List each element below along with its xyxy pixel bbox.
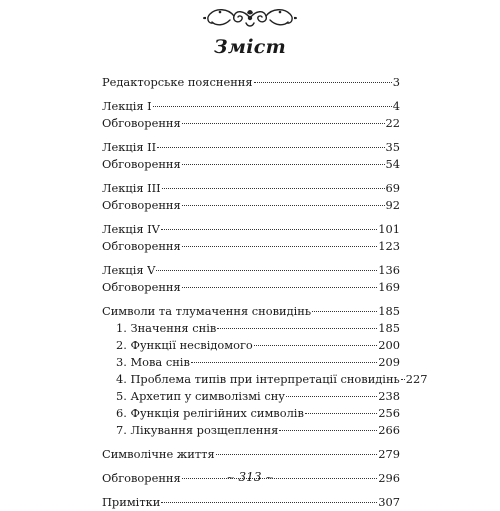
dot-leader: [157, 147, 384, 148]
toc-page-number: 296: [378, 471, 400, 485]
toc-entry-title: Символічне життя: [102, 447, 215, 461]
dot-leader: [254, 345, 377, 346]
toc-page-number: 22: [385, 116, 400, 130]
toc-page-number: 123: [378, 239, 400, 253]
toc-page-number: 169: [378, 280, 400, 294]
table-of-contents: [102, 74, 428, 511]
dot-leader: [286, 396, 377, 397]
toc-page-number: 69: [385, 181, 400, 195]
toc-entry[interactable]: [102, 180, 400, 197]
toc-subentry[interactable]: [102, 320, 400, 337]
toc-entry-title: Обговорення: [102, 239, 181, 253]
toc-entry-title: 6. Функція релігійних символів: [116, 406, 304, 420]
floral-flourish-icon: [200, 4, 300, 32]
toc-entry-title: Лекція III: [102, 181, 161, 195]
dot-leader: [254, 82, 392, 83]
toc-subentry[interactable]: [102, 354, 400, 371]
toc-entry-title: Обговорення: [102, 471, 181, 485]
toc-entry-title: Символи та тлумачення сновидінь: [102, 304, 312, 318]
toc-entry-title: 3. Мова снів: [116, 355, 190, 369]
toc-entry[interactable]: [102, 74, 400, 91]
toc-page-number: 266: [378, 423, 400, 437]
page-number: 313: [238, 470, 262, 484]
toc-subentry[interactable]: [102, 422, 400, 439]
toc-page-number: 227: [405, 372, 428, 386]
dot-leader: [182, 205, 385, 206]
toc-page-number: 35: [385, 140, 400, 154]
dot-leader: [182, 287, 378, 288]
toc-subentry[interactable]: [102, 337, 400, 354]
toc-entry-title: Лекція V: [102, 263, 156, 277]
toc-page-number: 209: [378, 355, 400, 369]
dot-leader: [161, 229, 377, 230]
dot-leader: [191, 362, 377, 363]
toc-entry-title: 7. Лікування розщеплення: [116, 423, 279, 437]
dot-leader: [217, 328, 377, 329]
toc-page-number: 279: [378, 447, 400, 461]
dot-leader: [182, 246, 378, 247]
toc-entry[interactable]: [102, 221, 400, 238]
toc-entry[interactable]: [102, 494, 400, 511]
toc-entry-title: Примітки: [102, 495, 161, 509]
toc-entry[interactable]: [102, 98, 400, 115]
toc-entry[interactable]: [102, 303, 400, 320]
toc-page-number: 185: [378, 321, 400, 335]
toc-page-number: 307: [378, 495, 400, 509]
dot-leader: [312, 311, 377, 312]
dot-leader: [401, 379, 405, 380]
toc-page-number: 101: [378, 222, 400, 236]
toc-page-number: 4: [392, 99, 400, 113]
toc-entry-title: 2. Функції несвідомого: [116, 338, 253, 352]
dot-leader: [305, 413, 377, 414]
toc-entry-title: 4. Проблема типів при інтерпретації сновидінь: [116, 372, 400, 386]
dot-leader: [162, 188, 385, 189]
dot-leader: [161, 502, 377, 503]
toc-subentry[interactable]: [102, 371, 428, 388]
toc-subentry[interactable]: [102, 388, 400, 405]
toc-page-number: 185: [378, 304, 400, 318]
footer-right-flourish: ~: [265, 473, 274, 484]
toc-entry-title: Лекція I: [102, 99, 152, 113]
dot-leader: [182, 123, 385, 124]
toc-page-number: 54: [385, 157, 400, 171]
toc-entry-title: Лекція IV: [102, 222, 160, 236]
page-footer: [0, 470, 500, 484]
toc-entry[interactable]: [102, 197, 400, 214]
toc-entry[interactable]: [102, 279, 400, 296]
toc-page-number: 3: [392, 75, 400, 89]
footer-left-flourish: ~: [226, 473, 235, 484]
toc-entry[interactable]: [102, 446, 400, 463]
dot-leader: [216, 454, 378, 455]
toc-entry-title: Обговорення: [102, 116, 181, 130]
toc-entry-title: Обговорення: [102, 157, 181, 171]
toc-page-number: 92: [385, 198, 400, 212]
dot-leader: [156, 270, 377, 271]
toc-entry[interactable]: [102, 139, 400, 156]
toc-subentry[interactable]: [102, 405, 400, 422]
page-title: Зміст: [213, 36, 287, 58]
toc-entry[interactable]: [102, 262, 400, 279]
toc-page-number: 238: [378, 389, 400, 403]
toc-page-number: 136: [378, 263, 400, 277]
dot-leader: [279, 430, 377, 431]
toc-entry-title: Обговорення: [102, 280, 181, 294]
toc-entry-title: Обговорення: [102, 198, 181, 212]
dot-leader: [182, 164, 385, 165]
toc-entry[interactable]: [102, 238, 400, 255]
toc-entry-title: Редакторське пояснення: [102, 75, 253, 89]
toc-entry[interactable]: [102, 156, 400, 173]
toc-entry[interactable]: [102, 115, 400, 132]
toc-page-number: 256: [378, 406, 400, 420]
toc-page-number: 200: [378, 338, 400, 352]
dot-leader: [153, 106, 392, 107]
toc-entry-title: Лекція II: [102, 140, 157, 154]
toc-entry-title: 1. Значення снів: [116, 321, 217, 335]
toc-entry-title: 5. Архетип у символізмі сну: [116, 389, 285, 403]
